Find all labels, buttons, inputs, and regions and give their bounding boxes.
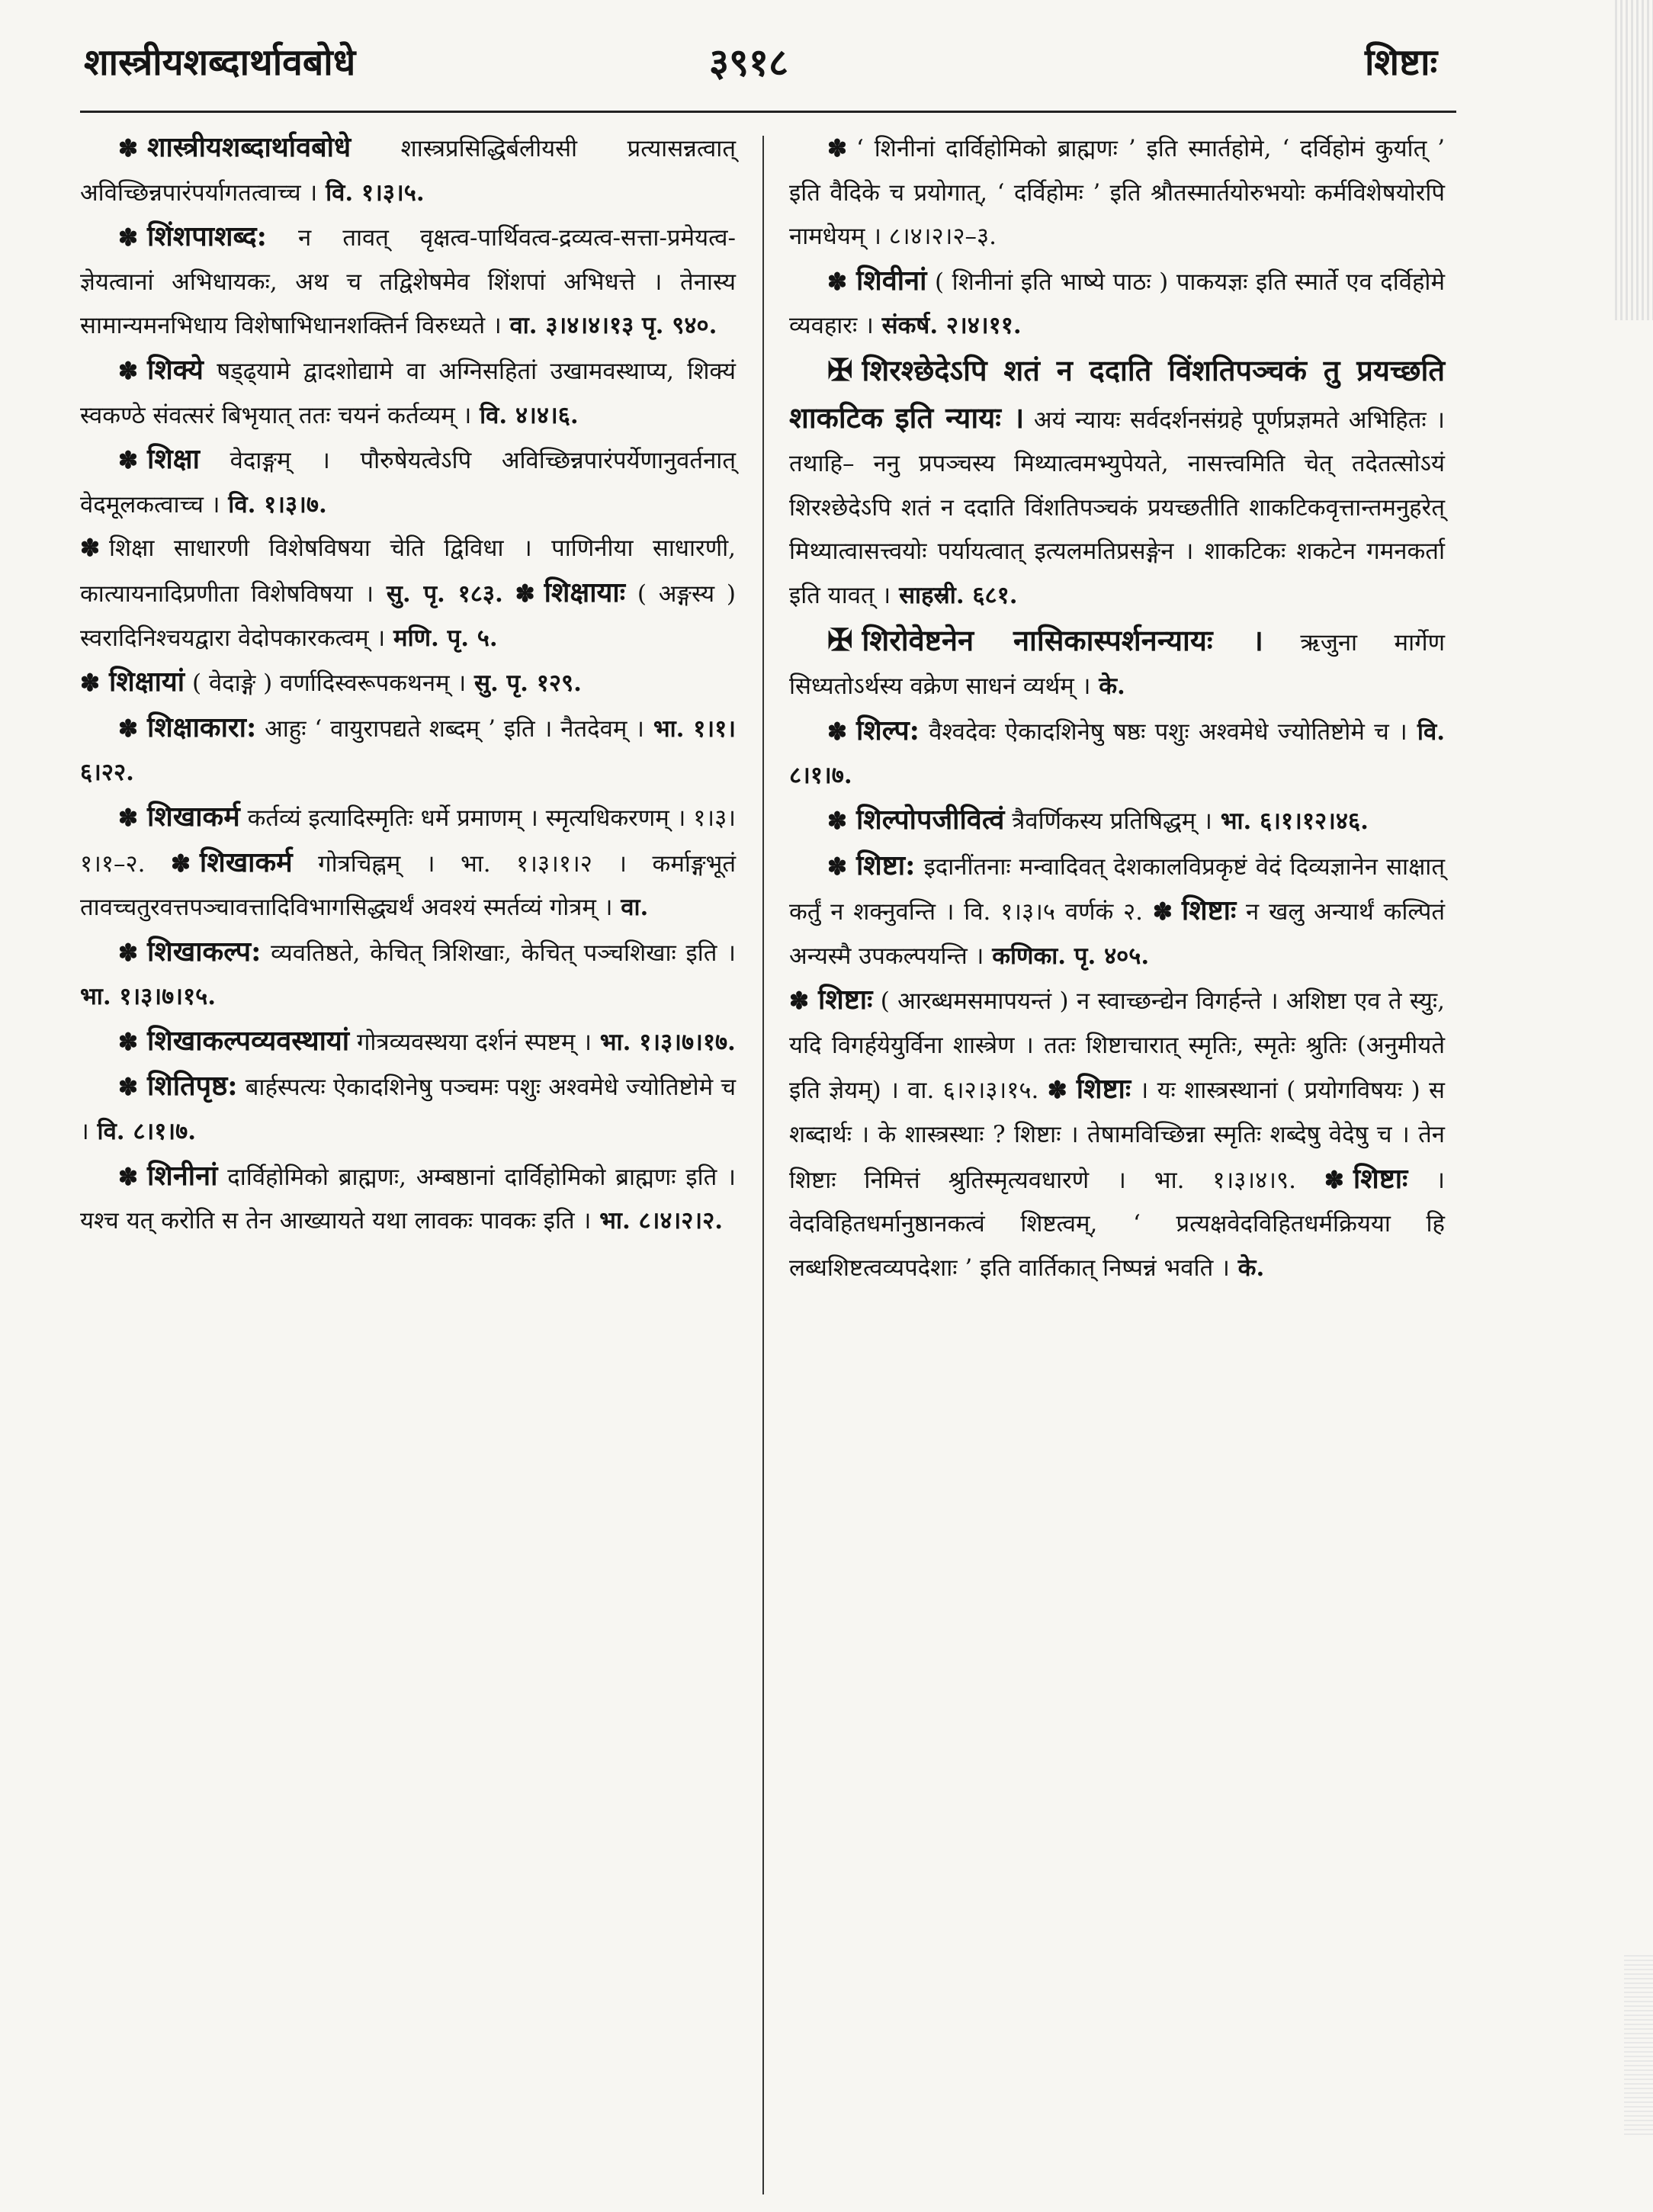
entry-text: अयं न्यायः सर्वदर्शनसंग्रहे पूर्णप्रज्ञमते अभिहितः । तथाहि– ननु प्रपञ्चस्य मिथ्यात्वमभ्युपेयते, नासत्त्वमिति चेत् तदेतत्सोऽयं शिरश्छेदेऽपि शतं न ददाति विंशतिपञ्चकं प्रयच्छतीति शाकटिकवृत्तान्तमनुहरेत् मिथ्यात्वासत्त्वयोः पर्यायत्वात् इत्यलमतिप्रसङ्गेन । शाकटिकः शकटेन गमनकर्ता इति यावत् । <box>789 406 1446 609</box>
entry-text: न तावत् वृक्षत्व-पार्थिवत्व-द्रव्यत्व-सत्ता-प्रमेयत्व-ज्ञेयत्वानां अभिधायकः, अथ च तद्विशेषमेव शिंशपां अभिधत्ते । तेनास्य सामान्यमनभिधाय विशेषाभिधानशक्तिर्न विरुध्यते । <box>80 224 736 340</box>
entry-reference: वि. १।३।५. <box>317 178 425 207</box>
scan-edge-texture <box>1615 0 1653 320</box>
entry-text: ( अङ्गस्य ) स्वरादिनिश्चयद्वारा वेदोपकारकत्वम् । <box>80 579 736 652</box>
nyaya-marker-icon: ✠ <box>827 352 853 388</box>
entry-headword: शिखाकर्म <box>146 800 240 833</box>
entry-headword: शिष्टा: <box>855 849 916 881</box>
entry-paragraph <box>80 1019 736 1065</box>
header-rule <box>80 111 1456 113</box>
entry-paragraph <box>789 978 1445 1290</box>
entry-reference: मणि. पृ. ५. <box>385 624 498 652</box>
entry-star-icon: ✽ <box>118 1074 138 1102</box>
entry-paragraph <box>80 660 736 706</box>
entry-headword: शिवीनां <box>855 264 927 297</box>
entry-star-icon: ✽ <box>827 135 847 162</box>
entry-star-icon: ✽ <box>827 268 847 296</box>
entry-reference: भा. १।३।७।१७. <box>592 1028 736 1056</box>
entry-paragraph <box>789 618 1445 709</box>
entry-reference: सु. पृ. १८३. <box>374 579 503 608</box>
entry-headword: शिल्पोपजीवित्वं <box>855 803 1005 836</box>
entry-text: शास्त्रप्रसिद्धिर्बलीयसी प्रत्यासन्नत्वात् अविच्छिन्नपारंपर्यागतत्वाच्च । <box>80 135 736 207</box>
entry-star-icon: ✽ <box>80 669 100 698</box>
entry-star-icon: ✽ <box>1324 1166 1344 1194</box>
entry-reference: भा. १।१।६।२२. <box>80 714 736 787</box>
entry-reference: वा. <box>612 894 649 922</box>
page-number: ३९१८ <box>709 40 788 85</box>
entry-star-icon: ✽ <box>118 135 138 162</box>
entry-text: । वेदविहितधर्मानुष्ठानकत्वं शिष्टत्वम्, ‘ प्रत्यक्षवेदविहितधर्मक्रियया हि लब्धशिष्टत्वव्यपदेशाः ’ इति वार्तिकात् निष्पन्नं भवति । <box>789 1166 1445 1282</box>
entry-headword: शिखाकल्प: <box>146 935 262 968</box>
entry-paragraph <box>789 126 1445 259</box>
entry-star-icon: ✽ <box>170 849 191 878</box>
entry-headword: शिक्ये <box>146 353 204 386</box>
entry-star-icon: ✽ <box>118 804 138 832</box>
entry-paragraph <box>789 259 1445 348</box>
entry-star-icon: ✽ <box>118 714 138 743</box>
entry-text: आहुः ‘ वायुरापद्यते शब्दम् ’ इति । नैतदेवम् । <box>256 714 644 743</box>
entry-star-icon: ✽ <box>118 224 138 252</box>
entry-text: बार्हस्पत्यः ऐकादशिनेषु पञ्चमः पशुः अश्वमेधे ज्योतिष्टोमे च । <box>80 1074 736 1146</box>
entry-text: ( शिनीनां इति भाष्ये पाठः ) पाकयज्ञः इति स्मार्ते एव दर्विहोमे व्यवहारः । <box>789 268 1445 340</box>
entry-text: गोत्रचिह्नम् । भा. १।३।१।२ । कर्माङ्गभूतं तावच्चतुरवत्तपञ्चावत्तादिविभागसिद्ध्यर्थं अवश्यं स्मर्तव्यं गोत्रम् । <box>80 849 736 922</box>
entry-reference: वा. ३।४।४।१३ पृ. ९४०. <box>501 312 717 340</box>
entry-text: दार्विहोमिको ब्राह्मणः, अम्बष्ठानां दार्विहोमिको ब्राह्मणः इति । यश्च यत् करोति स तेन आख्यायते यथा लावकः पावकः इति । <box>80 1163 736 1235</box>
entry-paragraph <box>80 1154 736 1244</box>
entry-text: षड्ढ्यामे द्वादशोद्यामे वा अग्निसहितां उखामवस्थाप्य, शिक्यं स्वकण्ठे संवत्सरं बिभृयात् ततः चयनं कर्तव्यम् । <box>80 357 736 429</box>
entry-text: वैश्वदेवः ऐकादशिनेषु षष्ठः पशुः अश्वमेधे ज्योतिष्टोमे च । <box>919 718 1407 746</box>
entry-reference: सु. पृ. १२९. <box>466 669 582 698</box>
entry-reference: भा. ८।४।२।२. <box>591 1207 724 1235</box>
entry-star-icon: ✽ <box>118 1163 138 1191</box>
entry-headword: शिष्टाः <box>1181 894 1237 927</box>
nyaya-heading: शिरश्छेदेऽपि शतं न ददाति विंशतिपञ्चकं तु प्रयच्छति शाकटिक इति न्यायः । <box>789 352 1445 435</box>
entry-reference: संकर्ष. २।४।११. <box>873 312 1022 340</box>
entry-text: शिक्षा साधारणी विशेषविषया चेति द्विविधा । पाणिनीया साधारणी, कात्यायनादिप्रणीता विशेषविषया । <box>80 535 736 608</box>
entry-paragraph <box>789 798 1445 844</box>
entry-paragraph <box>80 930 736 1019</box>
entry-paragraph <box>80 215 736 348</box>
entry-text: व्यवतिष्ठते, केचित् त्रिशिखाः, केचित् पञ्चशिखाः इति । <box>261 939 736 967</box>
entry-reference: कणिका. पृ. ४०५. <box>984 942 1150 970</box>
entry-headword: शिक्षायां <box>108 666 185 698</box>
entry-paragraph <box>789 348 1445 618</box>
entry-paragraph <box>80 438 736 527</box>
left-column <box>80 126 736 2185</box>
right-column <box>789 126 1445 2185</box>
nyaya-heading: शिरोवेष्टनेन नासिकास्पर्शनन्यायः । <box>862 622 1263 657</box>
entry-paragraph <box>80 348 736 438</box>
entry-headword: शिंशपाशब्द: <box>146 220 267 253</box>
entry-star-icon: ✽ <box>118 1028 138 1056</box>
entry-text: ‘ शिनीनां दार्विहोमिको ब्राह्मणः ’ इति स्मार्तहोमे, ‘ दर्विहोमं कुर्यात् ’ इति वैदिके च प्रयोगात्, ‘ दर्विहोमः ’ इति श्रौतस्मार्तयोरुभयोः कर्मविशेषयोरपि नामधेयम् । ८।४।२।२–३. <box>789 135 1445 251</box>
entry-headword: शिल्प: <box>855 714 920 746</box>
entry-reference: के. <box>1090 673 1125 701</box>
header-catchword: शिष्टाः <box>1365 41 1438 84</box>
entry-paragraph <box>80 706 736 795</box>
entry-star-icon: ✽ <box>80 535 100 563</box>
entry-paragraph <box>80 527 736 660</box>
entry-text: वेदाङ्गम् । पौरुषेयत्वेऽपि अविच्छिन्नपारंपर्येणानुवर्तनात् वेदमूलकत्वाच्च । <box>80 447 736 518</box>
entry-reference: भा. १।३।७।१५. <box>80 983 217 1011</box>
entry-star-icon: ✽ <box>1047 1077 1067 1105</box>
entry-text: इदानींतनाः मन्वादिवत् देशकालविप्रकृष्टं वेदं दिव्यज्ञानेन साक्षात् कर्तुं न शक्नुवन्ति । वि. १।३।५ वर्णकं २. <box>789 852 1445 926</box>
entry-headword: शिक्षायाः <box>544 576 625 608</box>
entry-text: ( वेदाङ्गे ) वर्णादिस्वरूपकथनम् । <box>185 669 467 698</box>
entry-headword: शास्त्रीयशब्दार्थावबोधे <box>146 131 351 163</box>
entry-headword: शिनीनां <box>146 1159 218 1192</box>
entry-headword: शिक्षा <box>146 443 200 476</box>
entry-reference: वि. १।३।७. <box>220 490 327 518</box>
nyaya-marker-icon: ✠ <box>827 621 853 658</box>
entry-star-icon: ✽ <box>789 987 809 1016</box>
entry-paragraph <box>80 795 736 930</box>
entry-headword: शिखाकल्पव्यवस्थायां <box>146 1024 350 1057</box>
entry-paragraph <box>789 709 1445 798</box>
entry-text: कर्तव्यं इत्यादिस्मृतिः धर्मे प्रमाणम् । स्मृत्यधिकरणम् । १।३।१।१–२. <box>80 804 737 878</box>
entry-star-icon: ✽ <box>118 357 138 385</box>
entry-star-icon: ✽ <box>1152 898 1173 926</box>
entry-reference: साहस्री. ६८१. <box>891 581 1018 609</box>
entry-star-icon: ✽ <box>118 447 138 475</box>
entry-headword: शिखाकर्म <box>199 846 293 878</box>
entry-paragraph <box>80 126 736 215</box>
header-running-title: शास्त्रीयशब्दार्थावबोधे <box>84 41 356 84</box>
entry-paragraph <box>80 1064 736 1154</box>
entry-paragraph <box>789 844 1445 979</box>
entry-headword: शितिपृष्ठ: <box>146 1070 238 1103</box>
entry-reference: के. <box>1229 1254 1265 1282</box>
entry-text: ऋजुना मार्गेण सिध्यतोऽर्थस्य वक्रेण साधनं व्यर्थम् । <box>789 628 1445 701</box>
entry-star-icon: ✽ <box>827 852 847 881</box>
page-header <box>84 29 1456 113</box>
entry-text: न खलु अन्यार्थं कल्पितं अन्यस्मै उपकल्पयन्ति । <box>789 898 1445 970</box>
entry-star-icon: ✽ <box>118 939 138 967</box>
entry-star-icon: ✽ <box>827 807 847 835</box>
entry-headword: शिष्टाः <box>817 984 873 1016</box>
entry-text: त्रैवर्णिकस्य प्रतिषिद्धम् । <box>1004 807 1212 835</box>
entry-reference: भा. ६।१।१२।४६. <box>1212 807 1369 835</box>
entry-headword: शिष्टाः <box>1353 1162 1408 1195</box>
entry-reference: वि. ४।४।६. <box>471 401 579 429</box>
entry-text: । यः शास्त्रस्थानां ( प्रयोगविषयः ) स शब्दार्थः । के शास्त्रस्थाः ? शिष्टाः । तेषामविच्छिन्ना स्मृतिः शब्देषु वेदेषु च । तेन शिष्टाः निमित्तं श्रुतिस्मृत्यवधारणे । भा. १।३।४।९. <box>789 1077 1446 1194</box>
scan-edge-texture-lower <box>1624 1952 1653 2135</box>
entry-reference: वि. ८।१।७. <box>789 718 1445 790</box>
column-divider <box>762 136 764 2194</box>
entry-text: गोत्रव्यवस्थया दर्शनं स्पष्टम् । <box>349 1028 592 1056</box>
entry-text: ( आरब्धमसमापयन्तं ) न स्वाच्छन्द्येन विगर्हन्ते । अशिष्टा एव ते स्युः, यदि विगर्हयेयुर्विना शास्त्रेण । ततः शिष्टाचारात् स्मृतिः, स्मृतेः श्रुतिः (अनुमीयते इति ज्ञेयम्) । वा. ६।२।३।१५. <box>789 987 1445 1105</box>
entry-headword: शिक्षाकारा: <box>146 711 257 743</box>
entry-reference: वि. ८।१।७. <box>88 1118 197 1146</box>
entry-star-icon: ✽ <box>515 579 535 608</box>
entry-star-icon: ✽ <box>827 718 847 746</box>
entry-headword: शिष्टाः <box>1076 1073 1131 1106</box>
